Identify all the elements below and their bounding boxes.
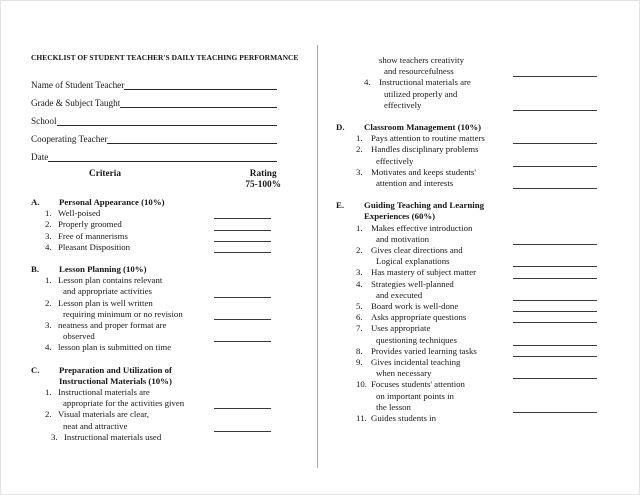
- item-number: 3.: [45, 320, 52, 331]
- item-line: [336, 223, 597, 234]
- section-letter: D.: [336, 122, 345, 133]
- section-letter: A.: [31, 197, 40, 207]
- item-line: [336, 156, 597, 167]
- item-line: [336, 144, 597, 155]
- item-line: [31, 421, 309, 432]
- item-text: observed: [63, 331, 95, 342]
- item-line: [31, 286, 309, 297]
- item-line: [31, 398, 309, 409]
- rating-blank-line: [513, 348, 597, 357]
- item-line: [31, 208, 309, 219]
- section-title-row: [336, 122, 597, 133]
- section-title-row: [31, 376, 309, 387]
- item-number: 3.: [51, 431, 58, 442]
- rating-blank-line: [214, 244, 271, 253]
- item-text: Instructional materials used: [64, 431, 162, 442]
- item-text: appropriate for the activities given: [63, 398, 185, 409]
- rating-blank-line: [513, 135, 597, 144]
- item-line: [336, 234, 597, 245]
- rating-column-header: [245, 169, 281, 191]
- rating-blank-line: [513, 236, 597, 245]
- item-text: and motivation: [376, 233, 430, 244]
- item-text: Provides varied learning tasks: [371, 345, 477, 356]
- field-label: School: [31, 116, 57, 126]
- rating-blank-line: [513, 180, 597, 189]
- item-line: [336, 267, 597, 278]
- field-blank-line: [48, 152, 277, 162]
- item-line: [336, 279, 597, 290]
- item-text: Lesson plan contains relevant: [58, 275, 163, 286]
- item-line: [336, 402, 597, 413]
- field-blank-line: [124, 80, 277, 90]
- rating-label: Rating: [249, 169, 277, 179]
- item-number: 1.: [45, 275, 52, 286]
- item-number: 4.: [364, 77, 371, 88]
- rating-blank-line: [214, 311, 271, 320]
- rating-blank-line: [214, 400, 271, 409]
- field-label: Name of Student Teacher: [31, 80, 125, 90]
- rating-blank-line: [513, 337, 597, 346]
- item-text: show teachers creativity: [379, 55, 465, 65]
- rating-blank-line: [214, 233, 271, 242]
- item-line: [336, 323, 597, 334]
- item-number: 2.: [45, 297, 52, 308]
- item-line: [336, 133, 597, 144]
- item-text: Free of mannerisms: [58, 230, 128, 241]
- item-text: the lesson: [376, 401, 411, 412]
- item-line: [336, 66, 597, 77]
- item-number: 4.: [45, 342, 52, 353]
- item-number: 3.: [356, 267, 363, 278]
- item-line: [336, 312, 597, 323]
- item-line: [336, 167, 597, 178]
- left-column: [31, 53, 309, 443]
- rating-blank-line: [513, 370, 597, 379]
- field-blank-line: [107, 134, 277, 144]
- item-line: [336, 391, 597, 402]
- field-label: Cooperating Teacher: [31, 134, 108, 144]
- rating-blank-line: [513, 102, 597, 111]
- item-text: Pays attention to routine matters: [371, 133, 485, 144]
- item-text: Motivates and keeps students': [371, 166, 476, 177]
- item-text: effectively: [376, 155, 414, 166]
- rating-blank-line: [513, 314, 597, 323]
- rating-blank-line: [513, 292, 597, 301]
- item-text: Well-poised: [58, 208, 101, 219]
- item-continuation-block: [336, 55, 597, 111]
- rating-blank-line: [513, 68, 597, 77]
- item-text: and executed: [376, 289, 423, 300]
- item-number: 3.: [45, 230, 52, 241]
- rating-blank-line: [513, 404, 597, 413]
- item-line: [336, 413, 597, 424]
- right-column: [318, 53, 597, 424]
- rating-blank-line: [214, 222, 271, 231]
- item-text: Handles disciplinary problems: [371, 144, 479, 155]
- item-text: Instructional materials are: [379, 77, 471, 88]
- criteria-section: [31, 264, 309, 354]
- section-title: Personal Appearance (10%): [59, 197, 165, 207]
- item-text: utilized properly and: [384, 88, 458, 99]
- form-field: [31, 151, 277, 162]
- rating-blank-line: [513, 158, 597, 167]
- item-line: [31, 298, 309, 309]
- item-line: [31, 320, 309, 331]
- rating-blank-line: [214, 423, 271, 432]
- header-fields: [31, 79, 309, 162]
- item-text: Properly groomed: [58, 219, 122, 230]
- item-number: 5.: [356, 301, 363, 312]
- left-sections: [31, 197, 309, 443]
- criteria-section: [336, 122, 597, 189]
- item-line: [336, 335, 597, 346]
- section-letter: [31, 376, 59, 387]
- item-text: Guides students in: [371, 413, 436, 424]
- field-label: Grade & Subject Taught: [31, 98, 121, 108]
- item-line: [31, 387, 309, 398]
- item-text: neat and attractive: [63, 420, 128, 431]
- item-line: [336, 89, 597, 100]
- section-title-row: [336, 200, 597, 211]
- item-text: questioning techniques: [376, 334, 457, 345]
- item-line: [31, 309, 309, 320]
- item-line: [336, 379, 597, 390]
- item-text: neatness and proper format are: [58, 320, 167, 331]
- item-text: Makes effective introduction: [371, 222, 473, 233]
- rating-blank-line: [214, 289, 271, 298]
- section-title: Preparation and Utilization of: [59, 364, 172, 375]
- item-number: 4.: [45, 241, 52, 252]
- item-line: [336, 245, 597, 256]
- item-number: 4.: [356, 278, 363, 289]
- rating-scale: 75-100%: [245, 180, 281, 190]
- item-number: 1.: [45, 387, 52, 398]
- item-number: 2.: [45, 219, 52, 230]
- item-text: Lesson plan is well written: [58, 297, 153, 308]
- item-text: Has mastery of subject matter: [371, 267, 477, 278]
- section-letter: E.: [336, 200, 345, 211]
- item-line: [31, 219, 309, 230]
- field-blank-line: [120, 98, 277, 108]
- item-line: [336, 290, 597, 301]
- item-number: 1.: [356, 222, 363, 233]
- section-letter: [336, 211, 364, 222]
- item-text: Gives incidental teaching: [371, 357, 461, 368]
- item-text: Visual materials are clear,: [58, 409, 149, 420]
- form-field: [31, 97, 277, 108]
- item-line: [336, 301, 597, 312]
- section-letter: C.: [31, 364, 40, 375]
- item-line: [31, 331, 309, 342]
- item-text: Board work is well-done: [371, 301, 459, 312]
- section-title: Classroom Management (10%): [364, 122, 482, 133]
- item-text: lesson plan is submitted on time: [58, 342, 172, 353]
- section-title-row: [31, 365, 309, 376]
- rating-blank-line: [513, 303, 597, 312]
- section-title: Instructional Materials (10%): [59, 375, 172, 386]
- rating-blank-line: [214, 333, 271, 342]
- field-blank-line: [57, 116, 277, 126]
- section-title: Experiences (60%): [364, 211, 436, 222]
- section-letter: B.: [31, 264, 40, 275]
- item-number: 7.: [356, 323, 363, 334]
- item-number: 8.: [356, 345, 363, 356]
- item-line: [336, 100, 597, 111]
- item-line: [336, 368, 597, 379]
- item-line: [31, 432, 309, 443]
- item-text: on important points in: [376, 390, 454, 401]
- item-text: Strategies well-planned: [371, 278, 454, 289]
- item-line: [336, 178, 597, 189]
- item-line: [31, 275, 309, 286]
- item-line: [336, 77, 597, 88]
- section-title-row: [336, 211, 597, 222]
- item-text: Gives clear directions and: [371, 245, 463, 256]
- section-title-row: [31, 197, 309, 208]
- item-text: Asks appropriate questions: [371, 312, 467, 323]
- criteria-column-header: Criteria: [89, 169, 122, 179]
- section-title: Guiding Teaching and Learning: [364, 200, 485, 211]
- item-number: 1.: [45, 208, 52, 219]
- item-line: [336, 55, 597, 66]
- item-number: 2.: [356, 245, 363, 256]
- item-line: [31, 409, 309, 420]
- rating-blank-line: [513, 258, 597, 267]
- right-sections: [336, 122, 597, 424]
- item-text: Logical explanations: [376, 256, 450, 267]
- criteria-section: [31, 365, 309, 443]
- item-number: 1.: [356, 133, 363, 144]
- field-label: Date: [31, 152, 49, 162]
- section-title: Lesson Planning (10%): [59, 264, 147, 275]
- item-line: [31, 242, 309, 253]
- section-title-row: [31, 264, 309, 275]
- item-text: attention and interests: [376, 178, 454, 189]
- item-text: Instructional materials are: [58, 387, 150, 398]
- item-number: 6.: [356, 312, 363, 323]
- item-line: [31, 342, 309, 353]
- item-line: [336, 256, 597, 267]
- item-line: [336, 346, 597, 357]
- item-text: Pleasant Disposition: [58, 241, 131, 252]
- item-text: requiring minimum or no revision: [63, 308, 183, 319]
- item-number: 11.: [356, 413, 367, 424]
- item-number: 10.: [356, 379, 367, 390]
- item-text: effectively: [384, 99, 422, 110]
- rating-blank-line: [513, 270, 597, 279]
- document-title: CHECKLIST OF STUDENT TEACHER'S DAILY TEACHING PERFORMANCE: [31, 53, 299, 62]
- item-text: when necessary: [376, 368, 432, 379]
- item-text: Focuses students' attention: [371, 379, 465, 390]
- item-number: 2.: [356, 144, 363, 155]
- rating-blank-line: [214, 210, 271, 219]
- item-number: 2.: [45, 409, 52, 420]
- table-header: [31, 169, 309, 191]
- criteria-section: [31, 197, 309, 253]
- item-text: and appropriate activities: [63, 286, 152, 297]
- form-field: [31, 79, 277, 90]
- item-line: [31, 231, 309, 242]
- item-number: 9.: [356, 357, 363, 368]
- item-text: and resourcefulness: [384, 66, 454, 77]
- item-line: [336, 357, 597, 368]
- form-field: [31, 133, 277, 144]
- item-number: 3.: [356, 166, 363, 177]
- item-text: Uses appropriate: [371, 323, 431, 334]
- criteria-section: [336, 200, 597, 424]
- form-field: [31, 115, 277, 126]
